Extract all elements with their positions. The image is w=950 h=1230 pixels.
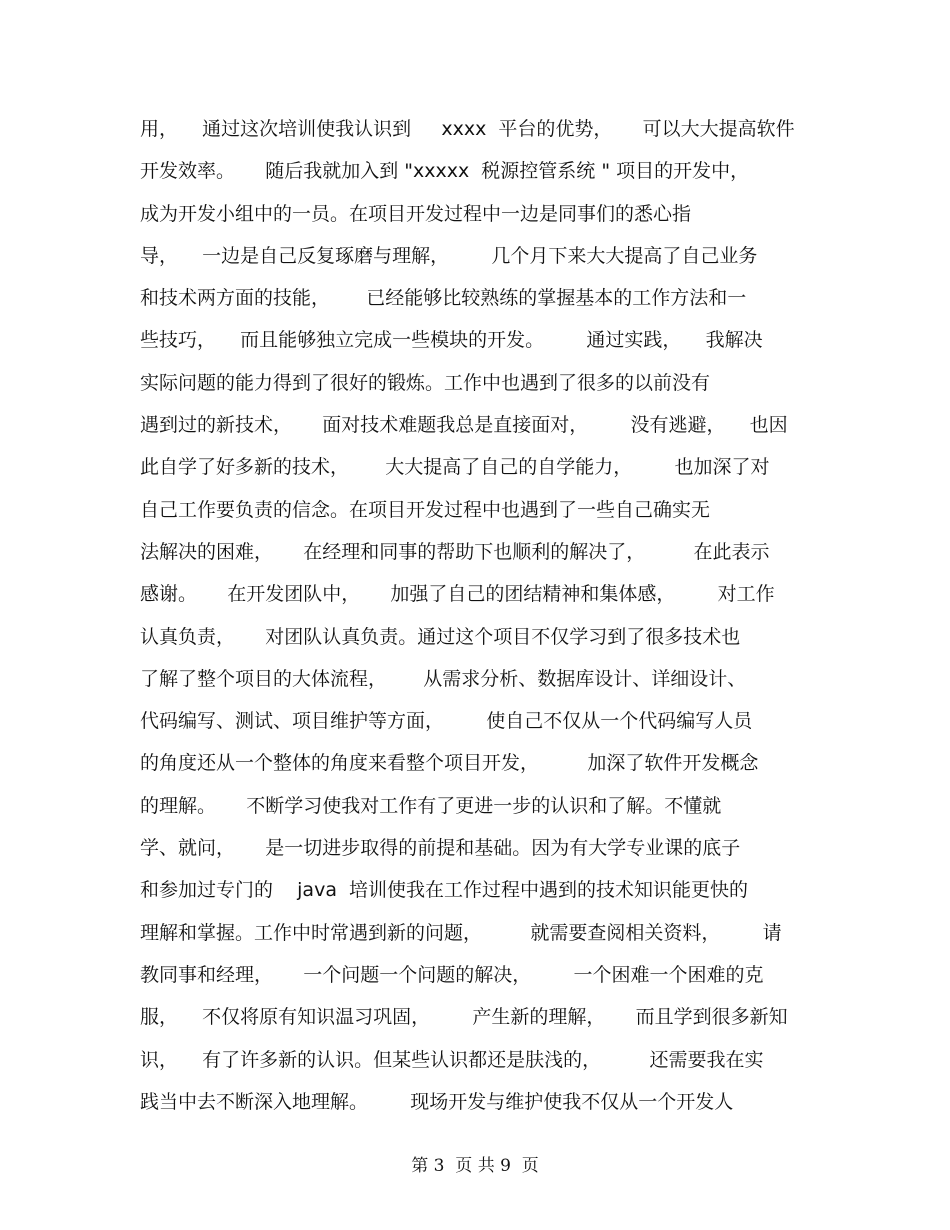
text-line: 和参加过专门的 java 培训使我在工作过程中遇到的技术知识能更快的 — [140, 879, 749, 902]
text-line: 些技巧， 而且能够独立完成一些模块的开发。 通过实践， 我解决 — [140, 329, 763, 352]
text-line: 理解和掌握。工作中时常遇到新的问题， 就需要查阅相关资料， 请 — [140, 921, 782, 944]
text-line: 遇到过的新技术， 面对技术难题我总是直接面对， 没有逃避， 也因 — [140, 414, 788, 437]
text-line: 实际问题的能力得到了很好的锻炼。工作中也遇到了很多的以前没有 — [140, 371, 711, 394]
text-line: 成为开发小组中的一员。在项目开发过程中一边是同事们的悉心指 — [140, 202, 692, 225]
text-line: 教同事和经理， 一个问题一个问题的解决， 一个困难一个困难的克 — [140, 963, 764, 986]
text-line: 代码编写、测试、项目维护等方面， 使自己不仅从一个代码编写人员 — [140, 710, 753, 733]
text-line: 法解决的困难， 在经理和同事的帮助下也顺利的解决了， 在此表示 — [140, 540, 770, 563]
text-line: 服， 不仅将原有知识温习巩固， 产生新的理解， 而且学到很多新知 — [140, 1006, 788, 1029]
text-line: 用， 通过这次培训使我认识到 xxxx 平台的优势， 可以大大提高软件 — [140, 118, 795, 140]
text-line: 的理解。 不断学习使我对工作有了更进一步的认识和了解。不懂就 — [140, 794, 722, 817]
text-line: 自己工作要负责的信念。在项目开发过程中也遇到了一些自己确实无 — [140, 498, 711, 521]
text-line: 了解了整个项目的大体流程， 从需求分析、数据库设计、详细设计、 — [140, 667, 747, 690]
text-line: 践当中去不断深入地理解。 现场开发与维护使我不仅从一个开发人 — [140, 1090, 734, 1113]
page-number-footer: 第 3 页 共 9 页 — [411, 1156, 539, 1176]
text-line: 识， 有了许多新的认识。但某些认识都还是肤浅的， 还需要我在实 — [140, 1048, 764, 1071]
text-line: 导， 一边是自己反复琢磨与理解， 几个月下来大大提高了自己业务 — [140, 244, 758, 267]
text-line: 认真负责， 对团队认真负责。通过这个项目不仅学习到了很多技术也 — [140, 625, 741, 648]
body-text — [140, 108, 810, 1123]
text-line: 开发效率。 随后我就加入到 "xxxxx 税源控管系统 " 项目的开发中， — [140, 160, 750, 183]
text-line: 感谢。 在开发团队中， 加强了自己的团结精神和集体感， 对工作 — [140, 583, 775, 606]
text-line: 此自学了好多新的技术， 大大提高了自己的自学能力， 也加深了对 — [140, 456, 770, 479]
text-line: 学、就问， 是一切进步取得的前提和基础。因为有大学专业课的底子 — [140, 837, 741, 860]
text-line: 的角度还从一个整体的角度来看整个项目开发， 加深了软件开发概念 — [140, 752, 759, 775]
text-line: 和技术两方面的技能， 已经能够比较熟练的掌握基本的工作方法和一 — [140, 287, 747, 310]
